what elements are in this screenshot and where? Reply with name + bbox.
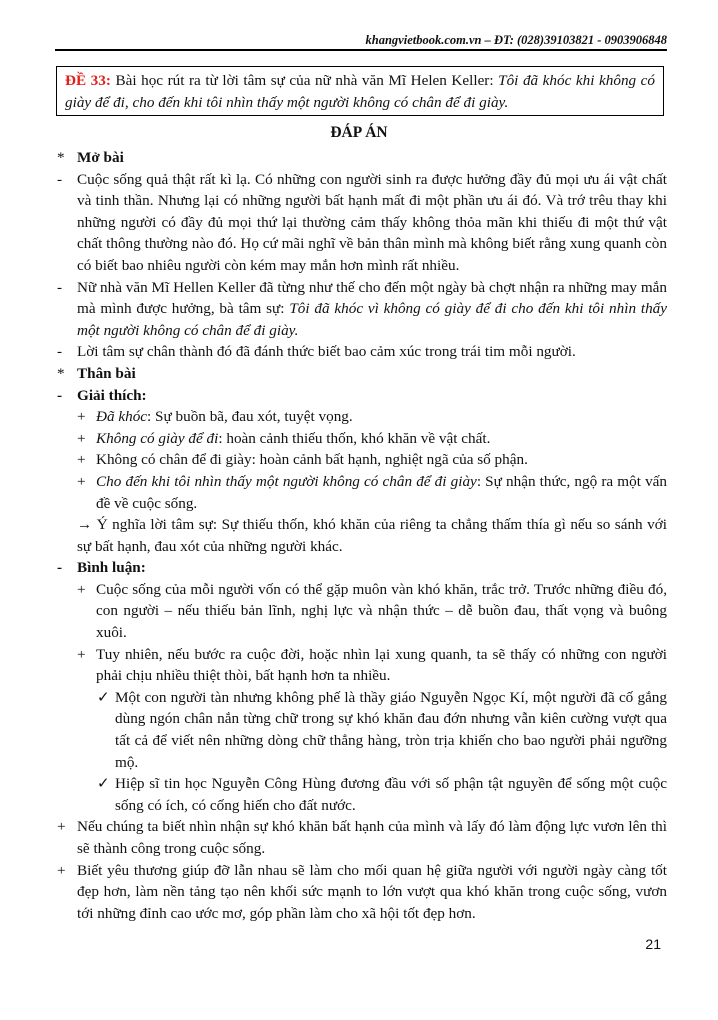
check-icon: ✓: [97, 688, 110, 706]
plus-marker: +: [77, 472, 86, 490]
term: Đã khóc: [96, 408, 148, 426]
paragraph: [55, 277, 667, 342]
question-box: [56, 66, 664, 116]
item-text: Nếu chúng ta biết nhìn nhận sự khó khăn bất hạnh của mình và lấy đó làm động lực vươn lên thì sẽ thành công trong cuộc sống.: [77, 818, 667, 857]
item-text: Một con người tàn nhưng không phế là thầy giáo Nguyễn Ngọc Kí, một người đã cố gắng dùng ngón chân nắn từng chữ trong sự khó khăn đau đớn nhưng vẫn kiên cường vượt qua tất cả để viết nên những dòng chữ thẳng hàng, tròn trịa khiến cho bao người phải ngưỡng mộ.: [115, 688, 667, 771]
plus-marker: +: [57, 818, 66, 836]
item-text: Cuộc sống của mỗi người vốn có thể gặp muôn vàn khó khăn, trắc trở. Trước những điều đó, con người – nếu thiếu bản lĩnh, nghị lực và nhận thức – dễ buồn đau, thất vọng và buông xuôi.: [96, 580, 667, 642]
quote-text: Tôi đã khóc vì không có giày để đi cho đến khi tôi nhìn thấy một người không có chân để đi giày.: [77, 300, 668, 339]
answer-body: [55, 147, 667, 924]
item-text: Không có chân để đi giày: hoàn cảnh bất hạnh, nghiệt ngã của số phận.: [96, 451, 528, 469]
term: Cho đến khi tôi nhìn thấy một người không có chân để đi giày: [96, 472, 477, 490]
question-text: Bài học rút ra từ lời tâm sự của nữ nhà văn Mĩ Helen Keller:: [110, 72, 499, 89]
page-number: 21: [645, 936, 661, 952]
list-item: [55, 644, 667, 687]
term: Không có giày để đi: [96, 429, 219, 447]
paragraph: [55, 169, 667, 277]
plus-marker: +: [77, 645, 86, 663]
plus-marker: +: [77, 451, 86, 469]
item-text: : Sự buồn bã, đau xót, tuyệt vọng.: [147, 408, 353, 426]
item-text: : hoàn cảnh thiếu thốn, khó khăn về vật chất.: [218, 429, 491, 447]
plus-marker: +: [77, 408, 86, 426]
answer-title: ĐÁP ÁN: [330, 124, 388, 141]
dash-marker: -: [57, 343, 63, 361]
list-item: [55, 816, 667, 859]
subheading: [55, 557, 667, 579]
heading-binh-luan: Bình luận:: [77, 559, 146, 577]
list-item: [55, 860, 667, 925]
heading-than-bai: Thân bài: [77, 364, 136, 382]
example-item: [55, 687, 667, 773]
heading-mo-bai: Mở bài: [77, 149, 124, 166]
heading-giai-thich: Giải thích:: [77, 386, 147, 404]
section-heading: [55, 147, 667, 169]
star-marker: *: [57, 364, 65, 382]
question-quote: Tôi đã khóc khi không có giày để đi, cho đến khi tôi nhìn thấy một người không có chân để đi giày.: [65, 72, 656, 111]
header-rule: [55, 49, 667, 51]
subheading: [55, 385, 667, 407]
star-marker: *: [57, 149, 65, 166]
paragraph-text: Lời tâm sự chân thành đó đã đánh thức biết bao cảm xúc trong trái tim mỗi người.: [77, 343, 576, 361]
check-icon: ✓: [97, 775, 110, 793]
example-item: [55, 773, 667, 816]
paragraph: [55, 341, 667, 363]
list-item: [55, 406, 667, 428]
item-text: Hiệp sĩ tin học Nguyễn Công Hùng đương đầu với số phận tật nguyền để sống một cuộc sống có ích, có cống hiến cho đất nước.: [115, 775, 667, 814]
list-item: [55, 471, 667, 514]
paragraph-text: Nữ nhà văn Mĩ Hellen Keller đã từng như thế cho đến một ngày bà chợt nhận ra những may mắn mà mình được hưởng, bà tâm sự:: [77, 278, 667, 318]
list-item: [55, 449, 667, 471]
list-item: [55, 579, 667, 644]
dash-marker: -: [57, 170, 63, 188]
section-heading: [55, 363, 667, 385]
item-text: : Sự nhận thức, ngộ ra một vấn đề về cuộc sống.: [96, 472, 668, 512]
page-header: khangvietbook.com.vn – ĐT: (028)39103821 - 0903906848: [365, 33, 667, 47]
dash-marker: -: [57, 559, 63, 577]
question-label: ĐỀ 33:: [65, 72, 111, 89]
paragraph-text: Cuộc sống quả thật rất kì lạ. Có những con người sinh ra được hưởng đầy đủ mọi ưu ái vật chất và tinh thần. Nhưng lại có những người bất hạnh mất đi một phần ưu ái đó. Và trớ trêu thay khi những người có đầy đủ mọi thứ lại thường cảm thấy không thỏa mãn khi thiếu đi một thứ vật chất thông thường nào đó. Họ cứ mãi nghĩ về bản thân mình mà không biết rằng xung quanh còn có biết bao nhiêu người còn kém may mắn hơn mình rất nhiều.: [77, 170, 667, 274]
meaning: → Ý nghĩa lời tâm sự: Sự thiếu thốn, khó khăn của riêng ta chẳng thấm thía gì nếu so sánh với sự bất hạnh, đau xót của những người khác.: [77, 516, 667, 555]
plus-marker: +: [77, 580, 86, 598]
plus-marker: +: [77, 429, 86, 447]
plus-marker: +: [57, 861, 66, 879]
item-text: Tuy nhiên, nếu bước ra cuộc đời, hoặc nhìn lại xung quanh, ta sẽ thấy có những con người phải chịu nhiều thiệt thòi, bất hạnh hơn ta nhiều.: [96, 645, 667, 685]
dash-marker: -: [57, 278, 63, 296]
dash-marker: -: [57, 386, 63, 404]
list-item: [55, 428, 667, 450]
item-text: Biết yêu thương giúp đỡ lẫn nhau sẽ làm cho mối quan hệ giữa người với người ngày càng tốt đẹp hơn, làm nền tảng tạo nên khối sức mạnh to lớn vượt qua khó khăn trong cuộc sống, vươn tới những đỉnh cao ước mơ, góp phần làm cho xã hội tốt đẹp hơn.: [77, 861, 667, 922]
